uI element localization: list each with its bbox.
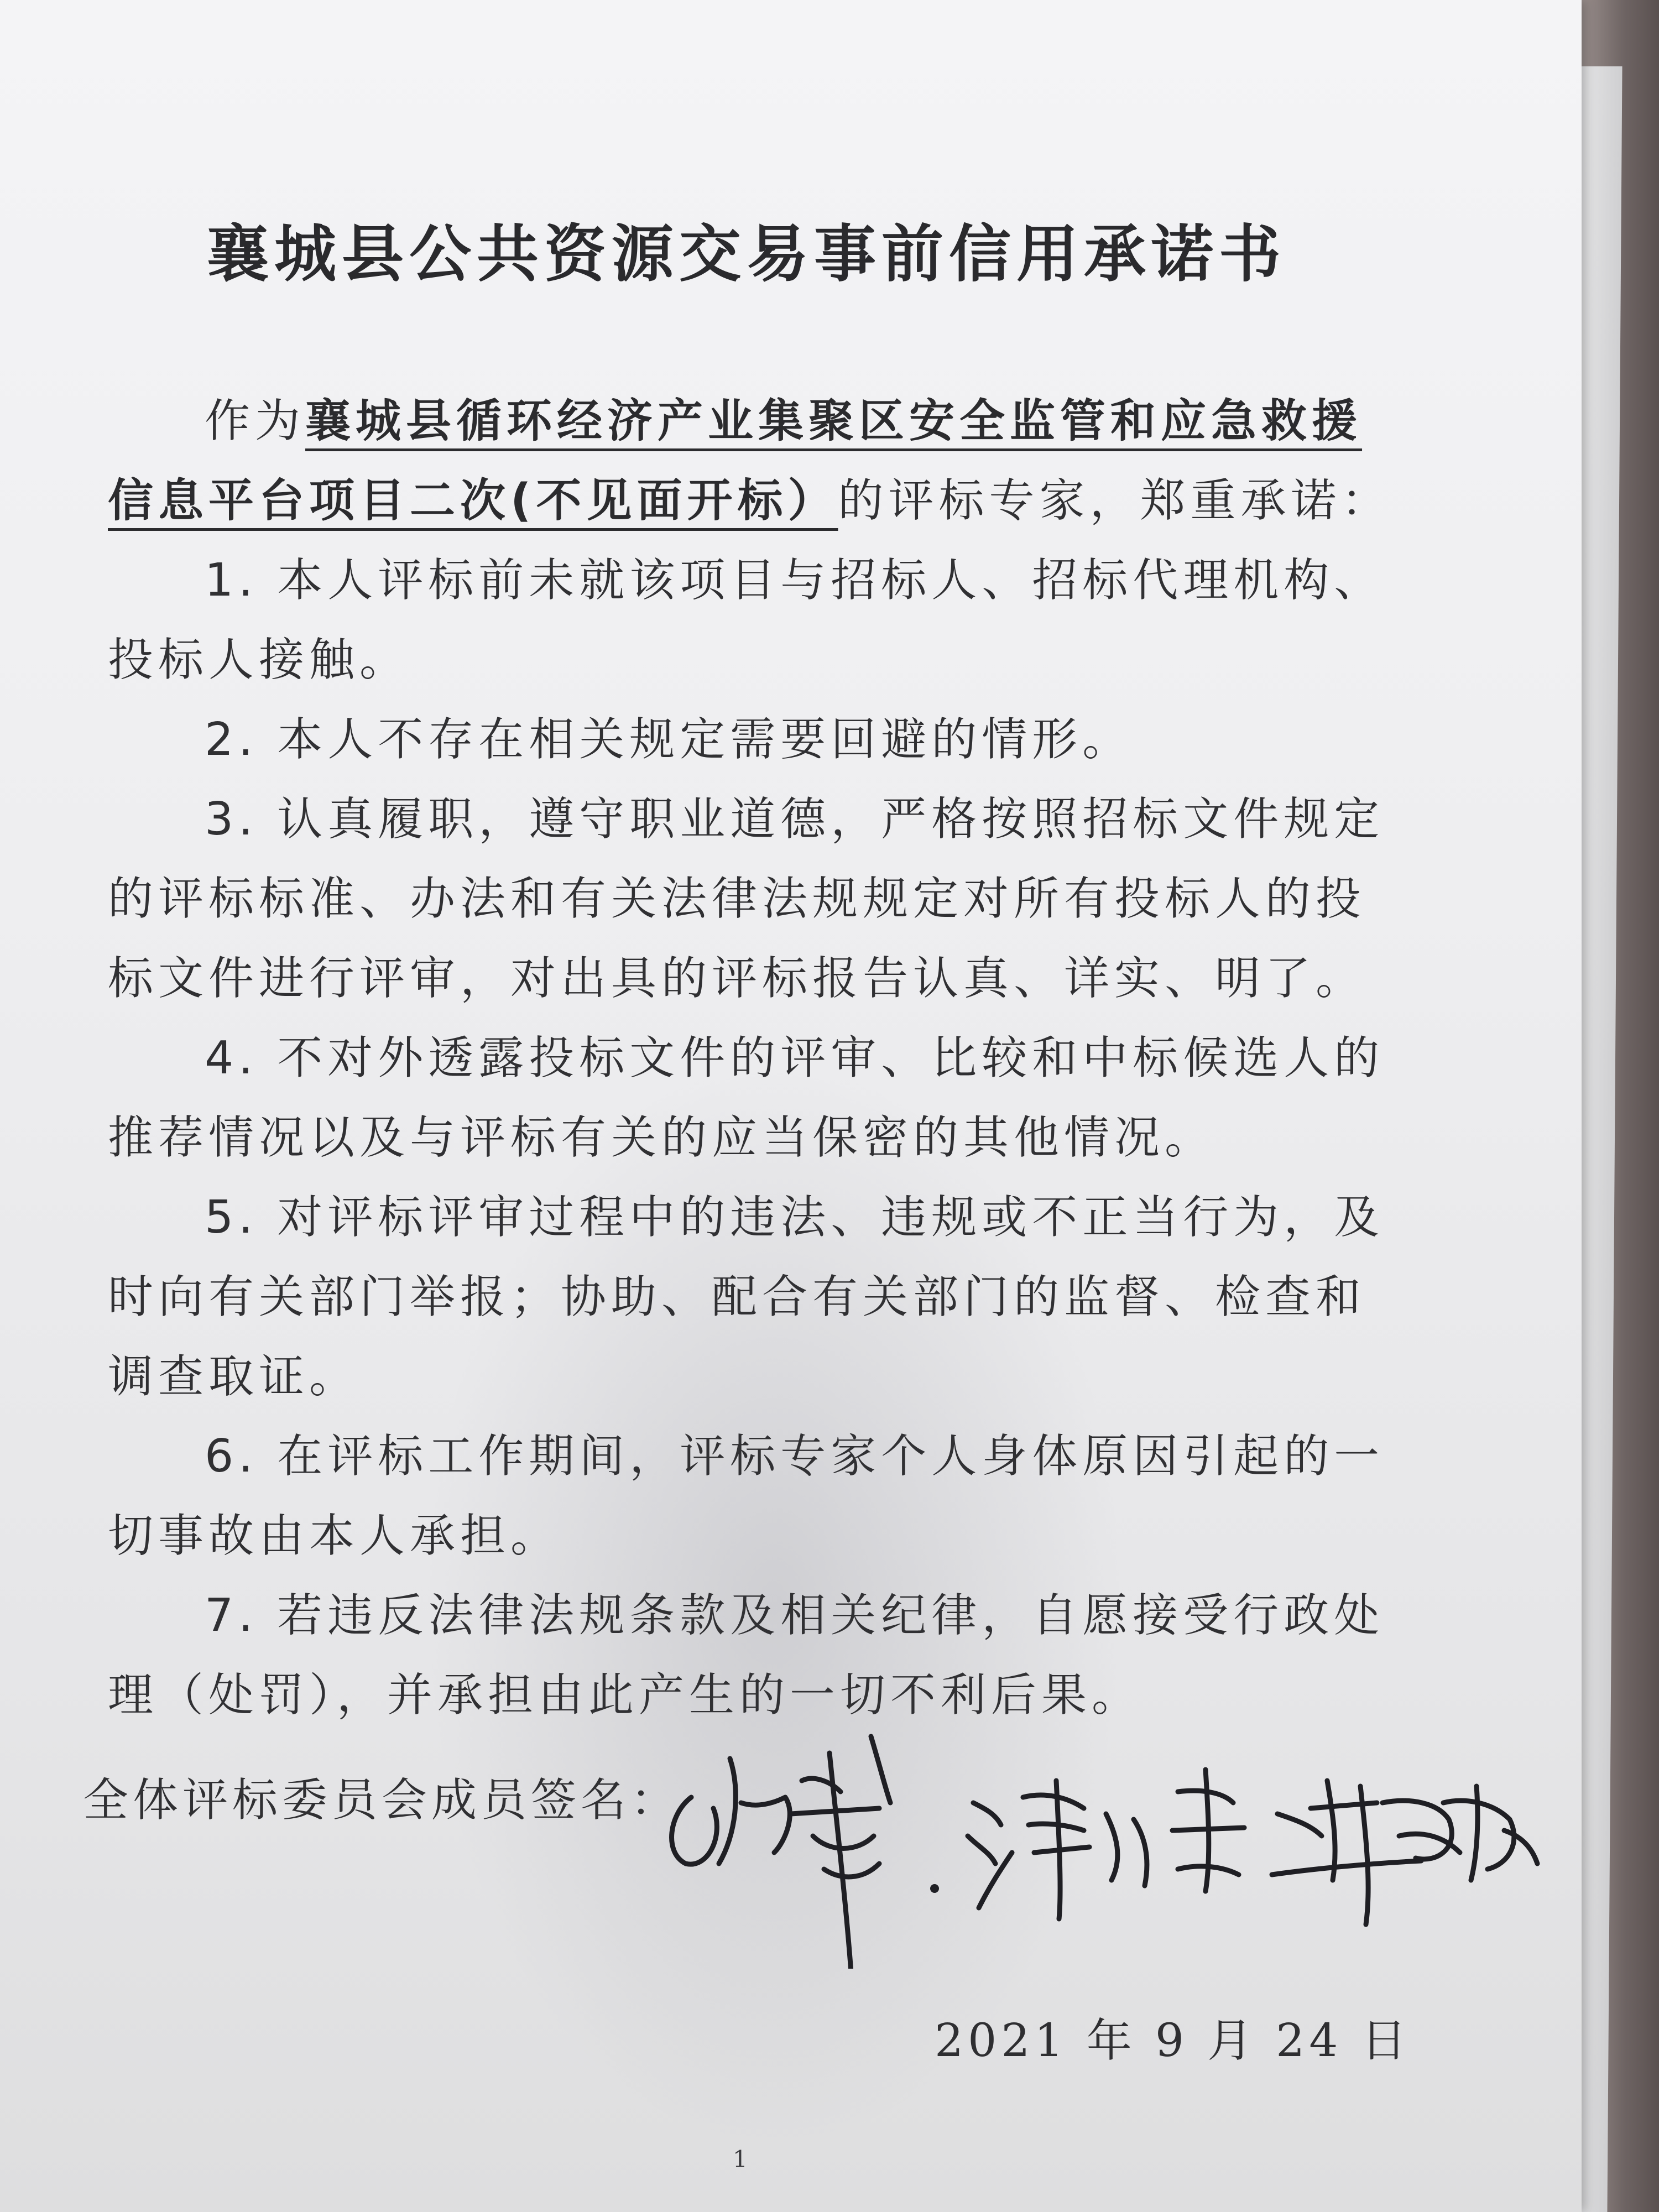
signature-label: 全体评标委员会成员签名： [83, 1774, 681, 1827]
promise-text-1: 1. 本人评标前未就该项目与招标人、招标代理机构、投标人接触。 [108, 554, 1385, 686]
promise-item-2 [108, 700, 1396, 780]
promise-item-5 [108, 1178, 1396, 1417]
page-number: 1 [733, 2146, 748, 2173]
handwritten-signatures [647, 1670, 1543, 1969]
intro-paragraph [108, 382, 1396, 541]
promise-item-4 [108, 1019, 1396, 1178]
document-date: 2021 年 9 月 24 日 [935, 2015, 1411, 2067]
document-body [108, 382, 1396, 1735]
intro-prefix: 作为 [205, 395, 306, 447]
signature-row [83, 1753, 1548, 1985]
promise-text-5: 5. 对评标评审过程中的违法、违规或不正当行为，及时向有关部门举报；协助、配合有关部门的监督、检查和调查取证。 [108, 1191, 1385, 1403]
promise-text-7: 7. 若违反法律法规条款及相关纪律，自愿接受行政处理（处罚），并承担由此产生的一切不利后果。 [108, 1589, 1385, 1721]
document-title: 襄城县公共资源交易事前信用承诺书 [207, 218, 1286, 290]
promise-text-3: 3. 认真履职，遵守职业道德，严格按照招标文件规定的评标标准、办法和有关法律法规规定对所有投标人的投标文件进行评审，对出具的评标报告认真、详实、明了。 [108, 793, 1385, 1005]
intro-suffix: 的评标专家，郑重承诺： [838, 474, 1392, 527]
promise-item-3 [108, 780, 1396, 1019]
promise-text-2: 2. 本人不存在相关规定需要回避的情形。 [205, 713, 1133, 766]
promise-text-4: 4. 不对外透露投标文件的评审、比较和中标候选人的推荐情况以及与评标有关的应当保密的其他情况。 [108, 1032, 1385, 1164]
promise-text-6: 6. 在评标工作期间，评标专家个人身体原因引起的一切事故由本人承担。 [108, 1430, 1385, 1562]
project-name: 襄城县循环经济产业集聚区安全监管和应急救援信息平台项目二次(不见面开标） [108, 395, 1363, 527]
promise-item-1 [108, 541, 1396, 700]
promise-item-6 [108, 1417, 1396, 1576]
